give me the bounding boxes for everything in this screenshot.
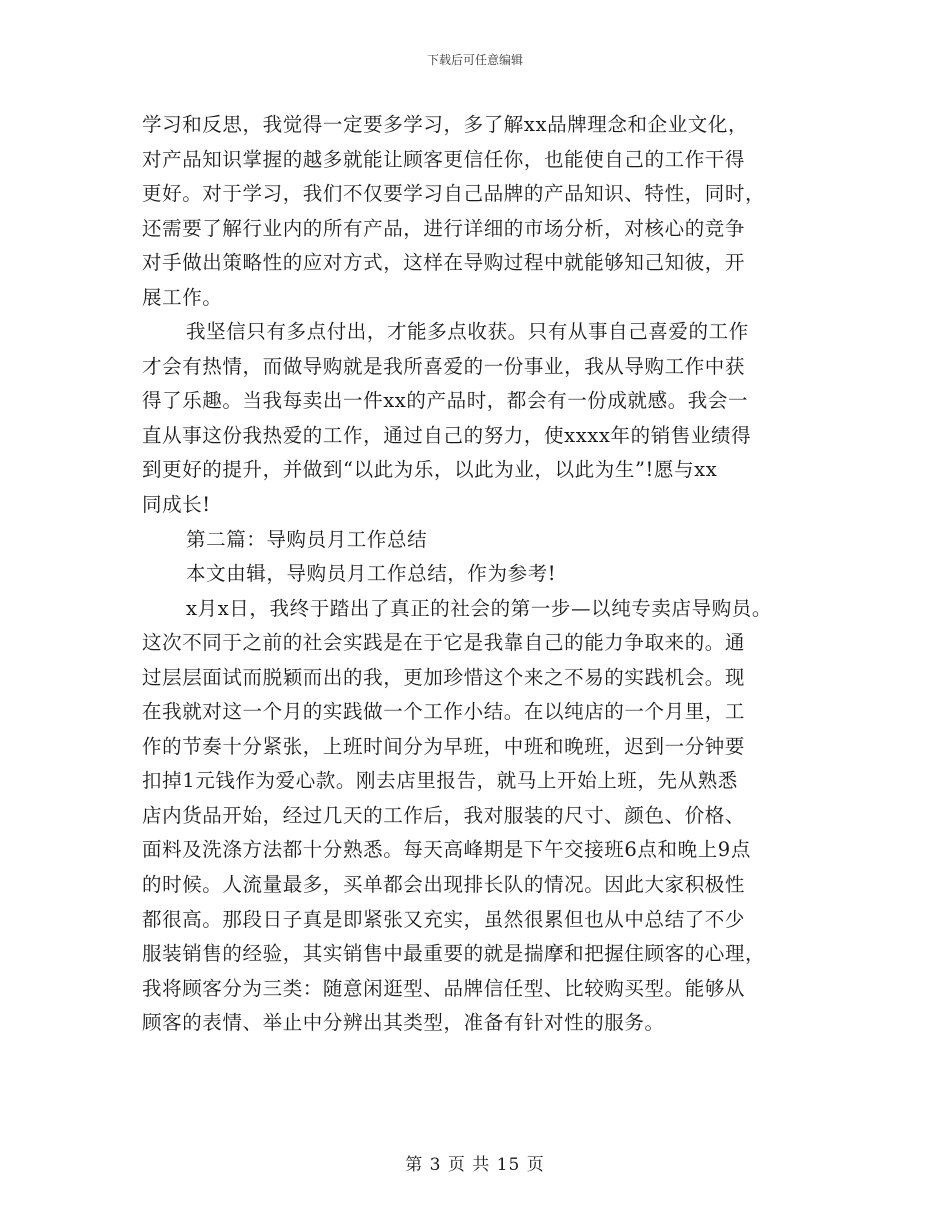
- text-line: 作的节奏十分紧张，上班时间分为早班，中班和晚班，迟到一分钟要: [142, 734, 746, 758]
- text-line: 顾客的表情、举止中分辨出其类型，准备有针对性的服务。: [142, 1011, 665, 1035]
- text-line: 第二篇：导购员月工作总结: [186, 527, 428, 551]
- text-line: 都很高。那段日子真是即紧张又充实，虽然很累但也从中总结了不少: [142, 907, 746, 931]
- text-line: 对手做出策略性的应对方式，这样在导购过程中就能够知己知彼，开: [142, 251, 746, 275]
- text-line: 我坚信只有多点付出，才能多点收获。只有从事自己喜爱的工作: [186, 320, 749, 344]
- text-line: 直从事这份我热爱的工作，通过自己的努力，使xxxx年的销售业绩得: [142, 423, 752, 447]
- page-footer: 第 3 页 共 15 页: [405, 1155, 545, 1175]
- text-line: 面料及洗涤方法都十分熟悉。每天高峰期是下午交接班6点和晚上9点: [142, 838, 751, 862]
- text-line: 学习和反思，我觉得一定要多学习，多了解xx品牌理念和企业文化，: [142, 113, 749, 136]
- text-line: 我将顾客分为三类：随意闲逛型、品牌信任型、比较购买型。能够从: [142, 976, 746, 1000]
- text-line: 在我就对这一个月的实践做一个工作小结。在以纯店的一个月里，工: [142, 700, 746, 724]
- text-line: 对产品知识掌握的越多就能让顾客更信任你，也能使自己的工作干得: [142, 147, 746, 171]
- text-line: 到更好的提升，并做到“以此为乐，以此为业，以此为生”!愿与xx: [142, 458, 718, 482]
- text-line: 服装销售的经验，其实销售中最重要的就是揣摩和把握住顾客的心理，: [142, 942, 766, 966]
- text-line: 才会有热情，而做导购就是我所喜爱的一份事业，我从导购工作中获: [142, 354, 746, 378]
- text-line: x月x日，我终于踏出了真正的社会的第一步—以纯专卖店导购员。: [186, 596, 772, 620]
- text-line: 扣掉1元钱作为爱心款。刚去店里报告，就马上开始上班，先从熟悉: [142, 769, 738, 793]
- text-line: 展工作。: [142, 285, 223, 309]
- text-line: 过层层面试而脱颖而出的我，更加珍惜这个来之不易的实践机会。现: [142, 665, 746, 689]
- text-line: 同成长!: [142, 493, 211, 517]
- text-line: 本文由辑，导购员月工作总结，作为参考!: [186, 562, 557, 586]
- document-body: [142, 108, 842, 1041]
- text-line: 这次不同于之前的社会实践是在于它是我靠自己的能力争取来的。通: [142, 631, 746, 655]
- text-line: 还需要了解行业内的所有产品，进行详细的市场分析，对核心的竞争: [142, 216, 746, 240]
- text-line: 更好。对于学习，我们不仅要学习自己品牌的产品知识、特性，同时，: [142, 182, 766, 206]
- text-line: 的时候。人流量最多，买单都会出现排长队的情况。因此大家积极性: [142, 873, 746, 897]
- text-line: 得了乐趣。当我每卖出一件xx的产品时，都会有一份成就感。我会一: [142, 389, 749, 413]
- text-line: 店内货品开始，经过几天的工作后，我对服装的尺寸、颜色、价格、: [142, 803, 746, 827]
- page-header: 下载后可任意编辑: [426, 53, 523, 67]
